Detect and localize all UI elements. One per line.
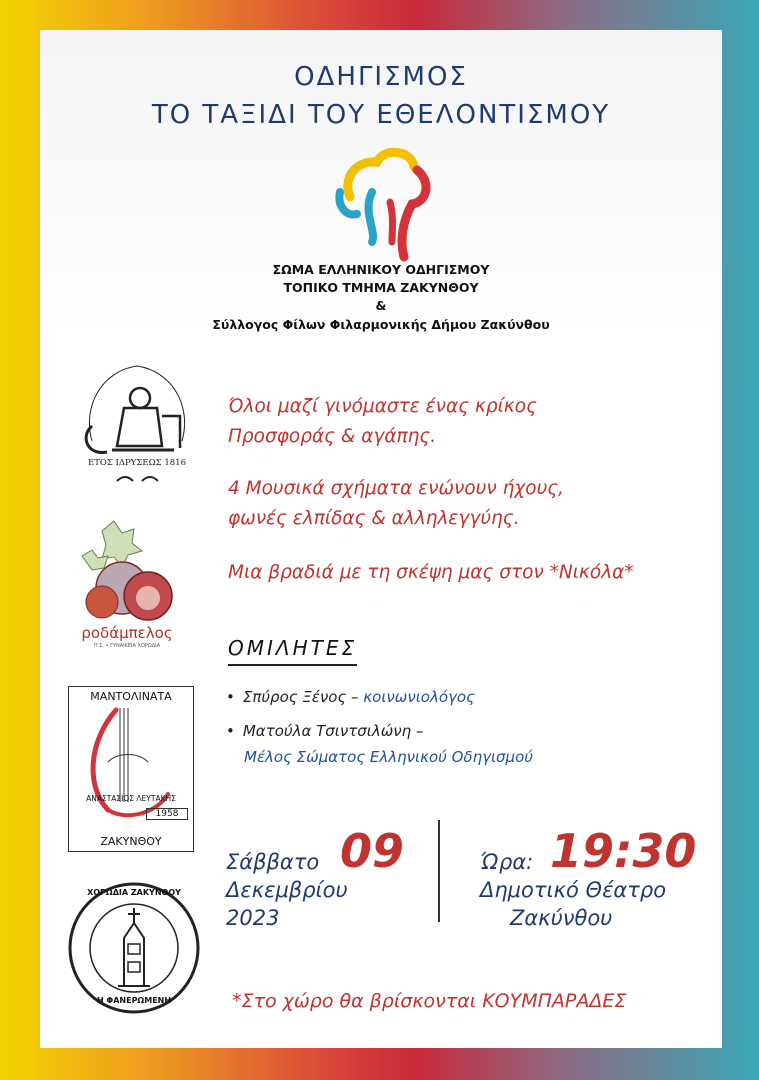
filarmoniki-logo	[62, 346, 212, 496]
choir-bottom-text: Η ΦΑΝΕΡΩΜΕΝΗ	[96, 996, 172, 1005]
rodampelos-subtitle: Π.Σ. • ΓΥΝΑΙΚΕΙΑ ΧΟΡΩΔΙΑ	[93, 643, 161, 649]
poster-subtitle: ΤΟ ΤΑΞΙΔΙ ΤΟΥ ΕΘΕΛΟΝΤΙΣΜΟΥ	[151, 100, 611, 130]
organizer-line-2: ΤΟΠΙΚΟ ΤΜΗΜΑ ΖΑΚΥΝΘΟΥ	[283, 280, 479, 295]
speaker-2: • Ματούλα Τσιντσιλώνη –	[226, 722, 424, 740]
event-year: 2023	[226, 906, 280, 930]
rodampelos-logo	[62, 516, 192, 651]
mandolinata-bottom: ΖΑΚΥΝΘΟΥ	[100, 835, 162, 848]
rodampelos-name: ροδάμπελος	[81, 624, 173, 642]
guiding-tree-logo	[332, 142, 442, 262]
speakers-title: ΟΜΙΛΗΤΕΣ	[228, 636, 358, 660]
footnote: *Στο χώρο θα βρίσκονται ΚΟΥΜΠΑΡΑΔΕΣ	[232, 990, 627, 1012]
poster-title: ΟΔΗΓΙΣΜΟΣ	[294, 62, 468, 92]
tagline-5: Μια βραδιά με τη σκέψη μας στον *Νικόλα*	[228, 562, 634, 583]
tagline-3: 4 Μουσικά σχήματα ενώνουν ήχους,	[228, 478, 565, 499]
tagline-4: φωνές ελπίδας & αλληλεγγύης.	[228, 508, 520, 529]
choir-seal-logo	[64, 878, 204, 1018]
organizer-line-1: ΣΩΜΑ ΕΛΛΗΝΙΚΟΥ ΟΔΗΓΙΣΜΟΥ	[272, 262, 490, 277]
mandolinata-person: ΑΝΑΣΤΑΣΙΟΣ ΛΕΥΤΑΚΗΣ	[86, 794, 176, 803]
event-venue-line-2: Ζακύνθου	[510, 906, 613, 930]
date-time-divider	[438, 820, 440, 922]
organizer-line-3: Σύλλογος Φίλων Φιλαρμονικής Δήμου Ζακύνθου	[212, 317, 550, 332]
mandolinata-top: ΜΑΝΤΟΛΙΝΑΤΑ	[90, 690, 172, 703]
event-time-label: Ώρα:	[480, 850, 534, 874]
speaker-1-name: Σπύρος Ξένος –	[242, 688, 364, 706]
event-venue-line-1: Δημοτικό Θέατρο	[480, 878, 667, 902]
tagline-2: Προσφοράς & αγάπης.	[228, 426, 437, 447]
mandolinata-year: 1958	[146, 808, 188, 820]
speaker-1: • Σπύρος Ξένος – κοινωνιολόγος	[226, 688, 475, 706]
event-day-number: 09	[340, 824, 405, 878]
event-day: Σάββατο	[226, 850, 320, 874]
filarmoniki-year: ΕΤΟΣ ΙΔΡΥΣΕΩΣ 1816	[88, 458, 186, 468]
choir-top-text: ΧΟΡΩΔΙΑ ΖΑΚΥΝΘΟΥ	[87, 888, 181, 897]
poster-card	[40, 30, 722, 1048]
mandolinata-logo	[68, 686, 194, 852]
tagline-1: Όλοι μαζί γινόμαστε ένας κρίκος	[228, 396, 537, 417]
speaker-2-role: Μέλος Σώματος Ελληνικού Οδηγισμού	[244, 748, 533, 766]
organizer-amp: &	[375, 298, 387, 313]
speaker-2-name: Ματούλα Τσιντσιλώνη –	[242, 722, 424, 740]
event-month: Δεκεμβρίου	[226, 878, 348, 902]
event-time: 19:30	[550, 824, 697, 878]
speaker-1-role: κοινωνιολόγος	[363, 688, 475, 706]
